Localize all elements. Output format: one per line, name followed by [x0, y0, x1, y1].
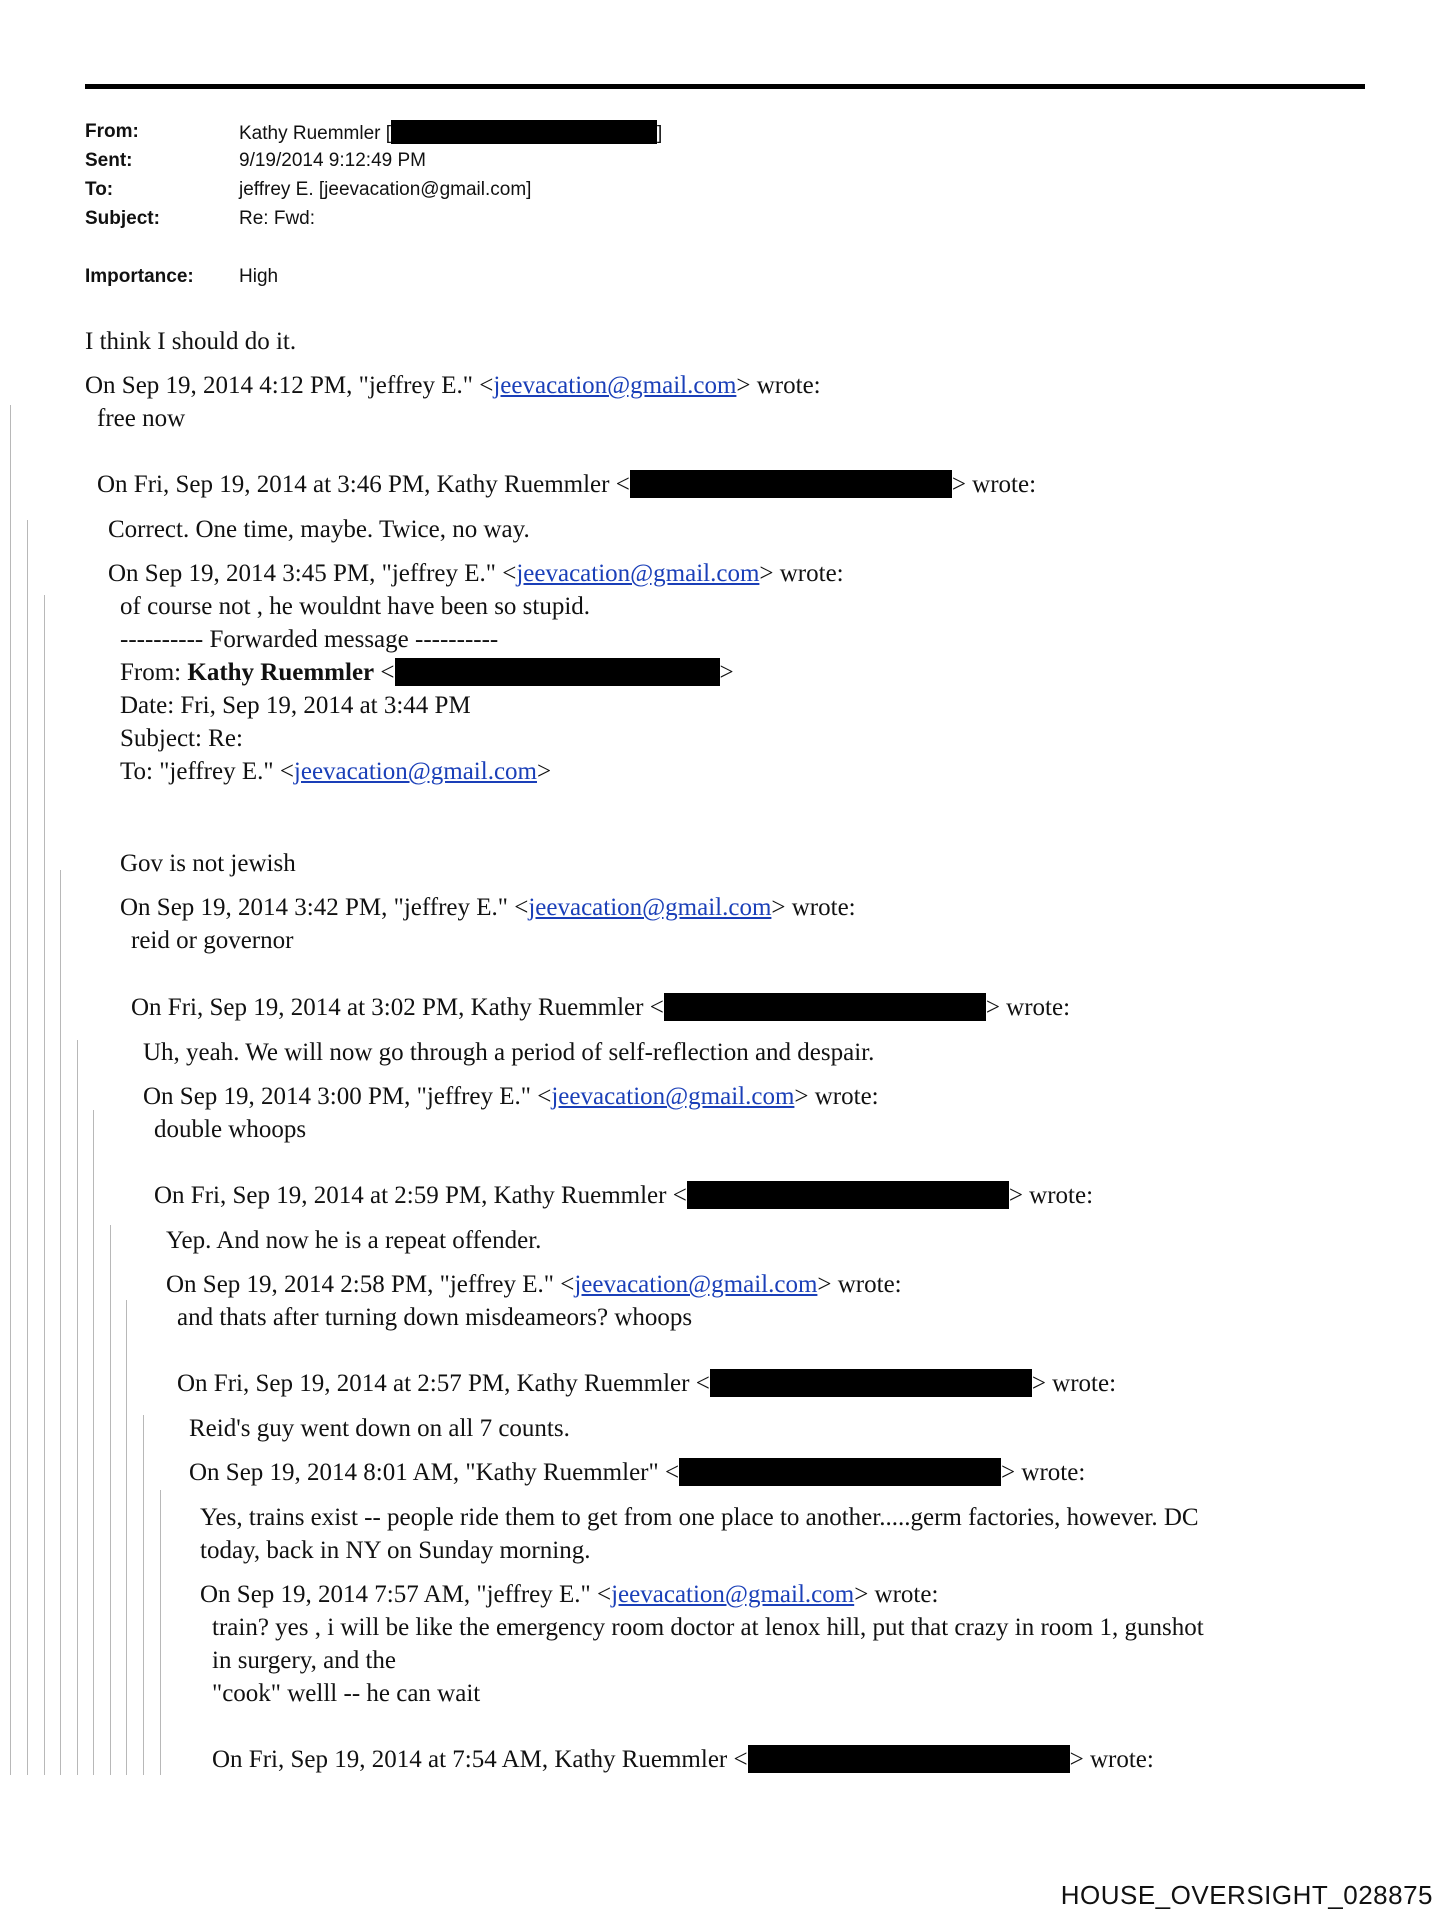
quote-bar [110, 1225, 111, 1775]
body-line: double whoops [154, 1116, 307, 1143]
body-line: free now [97, 405, 186, 432]
top-rule [85, 84, 1365, 89]
quote-header: On Sep 19, 2014 3:00 PM, "jeffrey E." <jeevacation@gmail.com> wrote: [143, 1083, 879, 1110]
quote-header: On Sep 19, 2014 8:01 AM, "Kathy Ruemmler" < > wrote: [189, 1459, 1086, 1486]
forward-from: From: Kathy Ruemmler < > [120, 659, 734, 686]
subject-label: Subject: [85, 208, 160, 229]
quote-header: On Sep 19, 2014 2:58 PM, "jeffrey E." <jeevacation@gmail.com> wrote: [166, 1271, 902, 1298]
redaction-bar [664, 993, 986, 1021]
quote-header: On Fri, Sep 19, 2014 at 3:46 PM, Kathy Ruemmler < > wrote: [97, 471, 1037, 498]
importance-value: High [239, 266, 279, 287]
redaction-bar [687, 1181, 1009, 1209]
body-line: Gov is not jewish [120, 850, 296, 877]
body-line: and thats after turning down misdeameors? whoops [177, 1304, 693, 1331]
to-value: jeffrey E. [jeevacation@gmail.com] [239, 179, 532, 200]
quote-bar [160, 1490, 161, 1775]
quote-header: On Sep 19, 2014 3:45 PM, "jeffrey E." <jeevacation@gmail.com> wrote: [108, 560, 844, 587]
sent-value: 9/19/2014 9:12:49 PM [239, 150, 426, 171]
importance-label: Importance: [85, 266, 194, 287]
body-line: I think I should do it. [85, 328, 297, 355]
body-line: "cook" welll -- he can wait [212, 1680, 481, 1707]
email-link[interactable]: jeevacation@gmail.com [551, 1083, 795, 1110]
quote-bar [143, 1415, 144, 1775]
quote-bar [93, 1110, 94, 1775]
body-line: Yep. And now he is a repeat offender. [166, 1227, 542, 1254]
redaction-bar [391, 120, 657, 144]
redaction-bar [395, 658, 720, 686]
body-line: reid or governor [131, 927, 294, 954]
forward-to: To: "jeffrey E." <jeevacation@gmail.com> [120, 758, 552, 785]
body-line: Yes, trains exist -- people ride them to get from one place to another.....germ factories, however. DC [200, 1504, 1199, 1531]
email-link[interactable]: jeevacation@gmail.com [493, 372, 737, 399]
body-line: Subject: Re: [120, 725, 243, 752]
email-link[interactable]: jeevacation@gmail.com [611, 1581, 855, 1608]
quote-header: On Fri, Sep 19, 2014 at 2:57 PM, Kathy Ruemmler < > wrote: [177, 1370, 1117, 1397]
body-line: Date: Fri, Sep 19, 2014 at 3:44 PM [120, 692, 471, 719]
quote-bar [60, 870, 61, 1775]
quote-bar [77, 1040, 78, 1775]
email-link[interactable]: jeevacation@gmail.com [574, 1271, 818, 1298]
quote-bar [44, 595, 45, 1775]
body-line: train? yes , i will be like the emergency room doctor at lenox hill, put that crazy in room 1, gunshot [212, 1614, 1204, 1641]
sent-label: Sent: [85, 150, 133, 171]
body-line: ---------- Forwarded message ---------- [120, 626, 499, 653]
email-link[interactable]: jeevacation@gmail.com [293, 758, 537, 785]
redaction-bar [748, 1745, 1070, 1773]
quote-bar [27, 520, 28, 1775]
quote-header: On Sep 19, 2014 4:12 PM, "jeffrey E." <jeevacation@gmail.com> wrote: [85, 372, 821, 399]
body-line: of course not , he wouldnt have been so stupid. [120, 593, 591, 620]
subject-value: Re: Fwd: [239, 208, 316, 229]
email-link[interactable]: jeevacation@gmail.com [516, 560, 760, 587]
quote-header: On Sep 19, 2014 7:57 AM, "jeffrey E." <jeevacation@gmail.com> wrote: [200, 1581, 939, 1608]
to-label: To: [85, 179, 114, 200]
body-line: Uh, yeah. We will now go through a period of self-reflection and despair. [143, 1039, 875, 1066]
body-line: in surgery, and the [212, 1647, 396, 1674]
bates-number: HOUSE_OVERSIGHT_028875 [1060, 1880, 1433, 1910]
from-label: From: [85, 121, 139, 142]
redaction-bar [710, 1369, 1032, 1397]
quote-header: On Fri, Sep 19, 2014 at 7:54 AM, Kathy Ruemmler < > wrote: [212, 1746, 1154, 1773]
email-link[interactable]: jeevacation@gmail.com [528, 894, 772, 921]
body-line: Correct. One time, maybe. Twice, no way. [108, 516, 530, 543]
redaction-bar [679, 1458, 1001, 1486]
quote-header: On Fri, Sep 19, 2014 at 2:59 PM, Kathy Ruemmler < > wrote: [154, 1182, 1094, 1209]
redaction-bar [630, 470, 952, 498]
quote-header: On Sep 19, 2014 3:42 PM, "jeffrey E." <jeevacation@gmail.com> wrote: [120, 894, 856, 921]
quote-bar [10, 405, 11, 1775]
body-line: today, back in NY on Sunday morning. [200, 1537, 591, 1564]
quote-bar [126, 1300, 127, 1775]
from-value: Kathy Ruemmler [ ] [239, 120, 662, 146]
quote-header: On Fri, Sep 19, 2014 at 3:02 PM, Kathy Ruemmler < > wrote: [131, 994, 1071, 1021]
body-line: Reid's guy went down on all 7 counts. [189, 1415, 570, 1442]
